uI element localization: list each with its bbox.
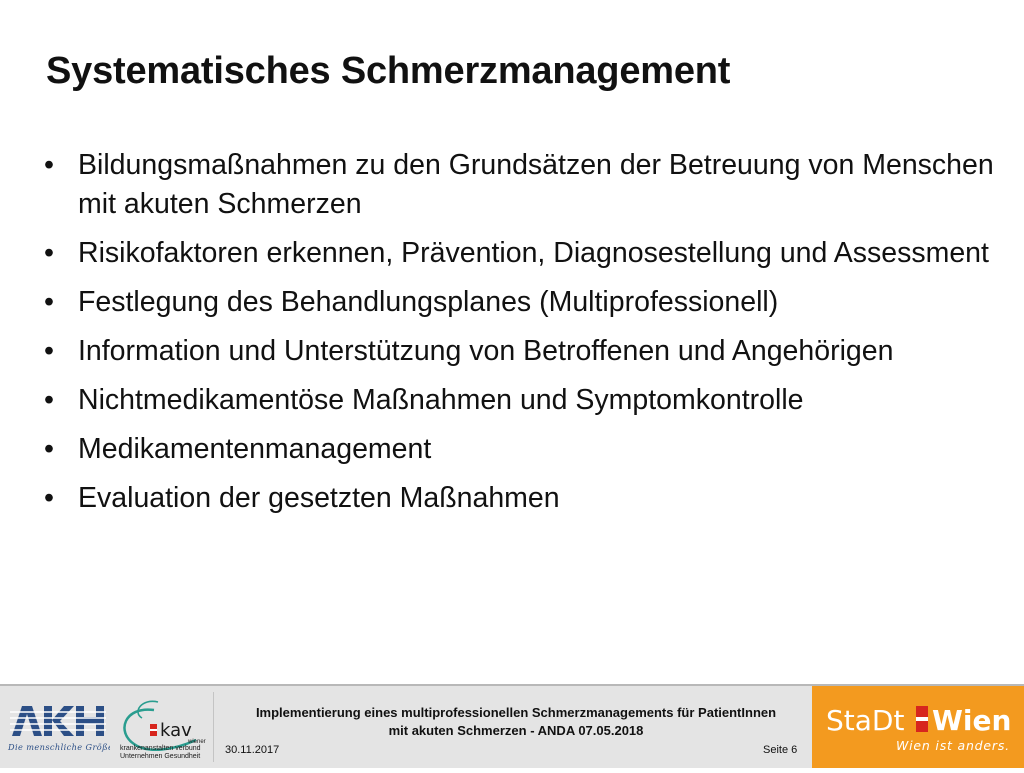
bullet-item <box>44 146 994 224</box>
bullet-text: Medikamentenmanagement <box>78 433 432 465</box>
bullet-item <box>44 381 994 420</box>
akh-tagline: Die menschliche Größe <box>8 742 110 752</box>
footer-title-line2: mit akuten Schmerzen - ANDA 07.05.2018 <box>388 723 644 738</box>
bullet-text: Risikofaktoren erkennen, Prävention, Diagnosestellung und Assessment <box>78 237 989 269</box>
kav-logo-icon <box>114 692 208 762</box>
bullet-item <box>44 332 994 371</box>
stadt-wien-logo-icon <box>812 686 1024 768</box>
kav-line3: Unternehmen Gesundheit <box>120 753 201 760</box>
bullet-text: Evaluation der gesetzten Maßnahmen <box>78 482 560 514</box>
stadt-word: StaDt <box>826 704 905 737</box>
bullet-item <box>44 479 994 518</box>
bullet-text: Information und Unterstützung von Betroffenen und Angehörigen <box>78 335 894 367</box>
bullet-text: Bildungsmaßnahmen zu den Grundsätzen der Betreuung von Menschen mit akuten Schmerzen <box>78 149 994 220</box>
bullet-dot: • <box>44 482 54 514</box>
bullet-item <box>44 430 994 469</box>
kav-line1: wiener <box>188 739 206 745</box>
bullet-dot: • <box>44 335 54 367</box>
kav-line2: krankenanstalten verbund <box>120 745 201 752</box>
bullet-text: Festlegung des Behandlungsplanes (Multiprofessionell) <box>78 286 779 318</box>
bullet-dot: • <box>44 237 54 269</box>
bullet-item <box>44 234 994 273</box>
kav-word: kav <box>160 720 192 741</box>
footer-title <box>220 704 812 740</box>
footer-date: 30.11.2017 <box>225 744 280 756</box>
bullet-dot: • <box>44 433 54 465</box>
stadt-tagline: Wien ist anders. <box>896 738 1010 753</box>
bullet-dot: • <box>44 286 54 318</box>
bullet-dot: • <box>44 384 54 416</box>
footer-page-number: Seite 6 <box>763 744 798 756</box>
bullet-dot: • <box>44 149 54 181</box>
wien-word: Wien <box>932 704 1012 737</box>
footer-separator <box>213 692 214 762</box>
bullet-list <box>44 146 994 528</box>
bullet-text: Nichtmedikamentöse Maßnahmen und Symptomkontrolle <box>78 384 804 416</box>
footer-title-line1: Implementierung eines multiprofessionellen Schmerzmanagements für PatientInnen <box>255 705 777 720</box>
akh-logo-icon <box>6 698 110 756</box>
slide-title: Systematisches Schmerzmanagement <box>46 50 731 92</box>
bullet-item <box>44 283 994 322</box>
